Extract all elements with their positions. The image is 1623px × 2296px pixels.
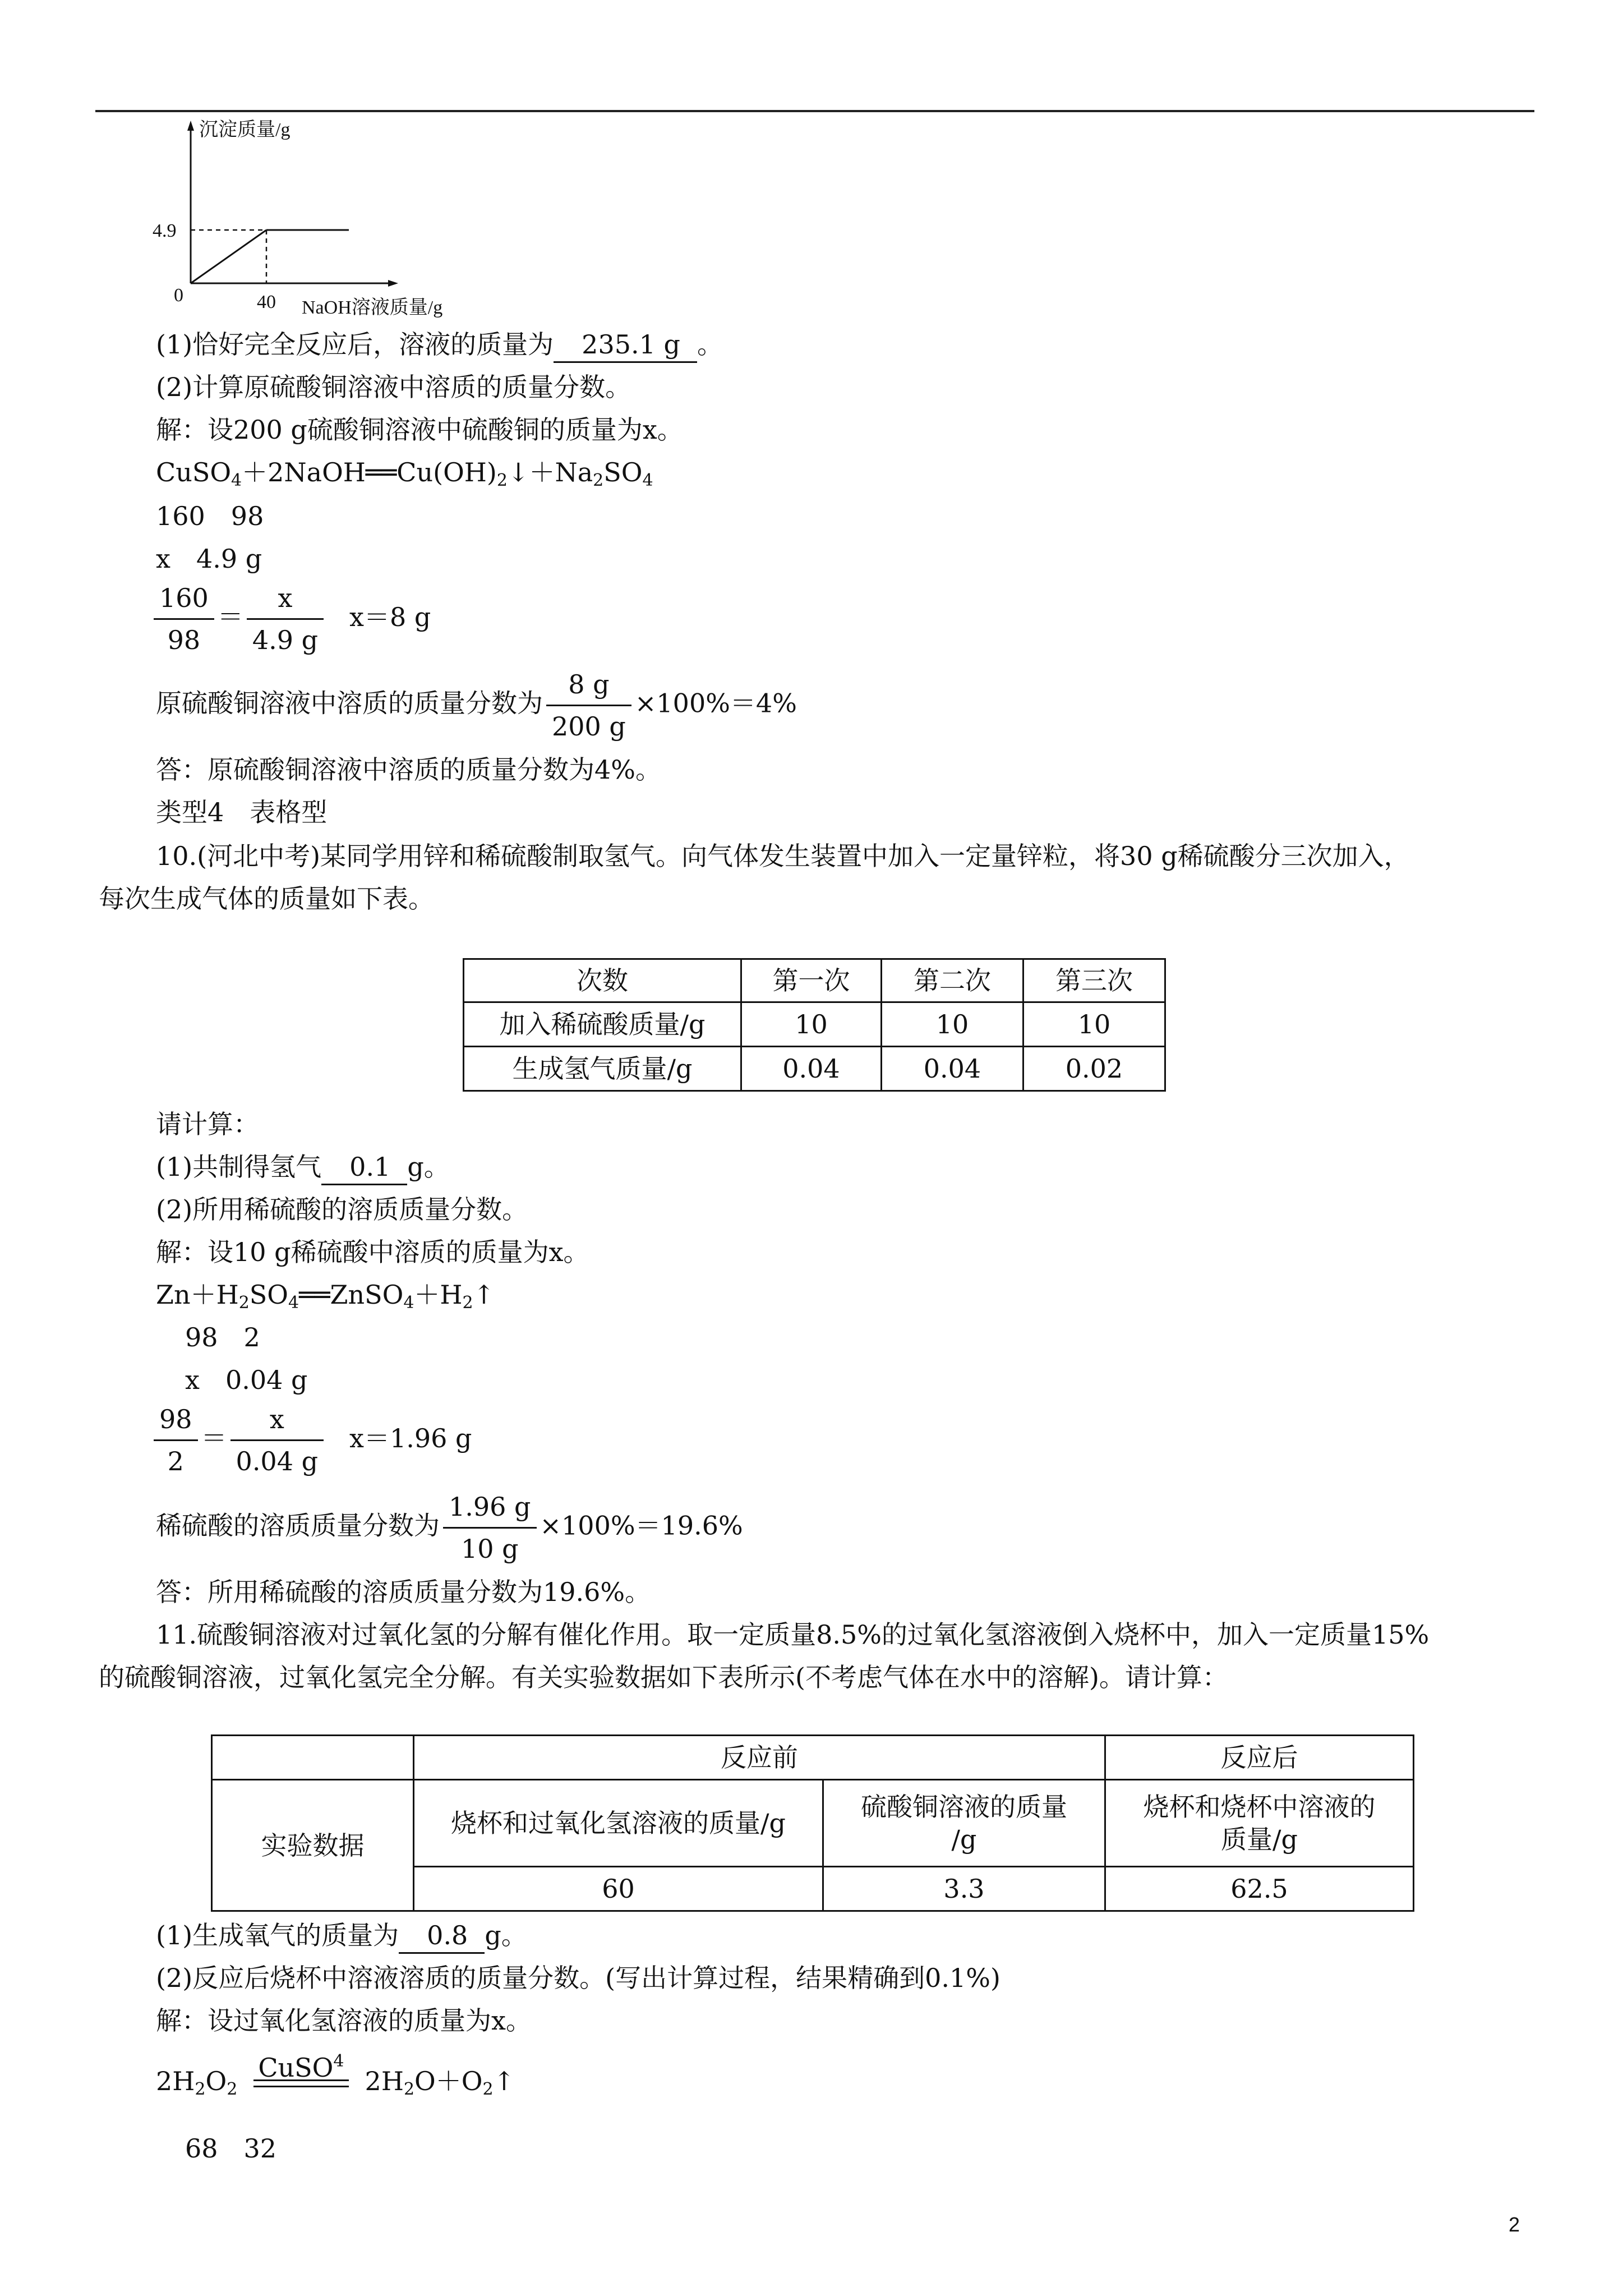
section-heading: 类型4 表格型 xyxy=(156,797,328,827)
table-row xyxy=(464,959,1165,1002)
q11-table xyxy=(211,1734,1414,1912)
table-cell: 10 xyxy=(1023,1002,1165,1047)
q11-part1-answer: 0.8 xyxy=(399,1918,485,1954)
q11-part1: (1)生成氧气的质量为 0.8 g。 xyxy=(156,1918,527,1954)
table-cell: 烧杯和过氧化氢溶液的质量/g xyxy=(414,1780,823,1867)
q11-solution-intro: 解：设过氧化氢溶液的质量为x。 xyxy=(156,2005,532,2036)
table-row xyxy=(464,1047,1165,1091)
q10-part2: (2)所用稀硫酸的溶质质量分数。 xyxy=(156,1194,528,1225)
table-cell: 62.5 xyxy=(1105,1867,1414,1911)
table-cell: 0.02 xyxy=(1023,1047,1165,1091)
q11-stem-line2: 的硫酸铜溶液，过氧化氢完全分解。有关实验数据如下表所示(不考虑气体在水中的溶解)。请计算： xyxy=(99,1662,1228,1692)
q11-part2: (2)反应后烧杯中溶液溶质的质量分数。(写出计算过程，结果精确到0.1%) xyxy=(156,1963,1000,1993)
q10-part1-answer: 0.1 xyxy=(321,1150,407,1185)
q9-solution-intro: 解：设200 g硫酸铜溶液中硫酸铜的质量为x。 xyxy=(156,415,683,445)
y-axis-arrow xyxy=(187,121,194,131)
x-axis-label: NaOH溶液质量/g xyxy=(302,297,443,318)
table-cell: 10 xyxy=(882,1002,1023,1047)
table-cell: 0.04 xyxy=(882,1047,1023,1091)
q10-stem-line1: 10.(河北中考)某同学用锌和稀硫酸制取氢气。向气体发生装置中加入一定量锌粒，将30 g稀硫酸分三次加入， xyxy=(156,841,1410,871)
q9-ratio-values: x 4.9 g xyxy=(156,544,262,574)
x-axis-arrow xyxy=(388,280,398,287)
table-cell: 硫酸铜溶液的质量 /g xyxy=(823,1780,1105,1867)
q9-percent-calc: 原硫酸铜溶液中溶质的质量分数为 $\frac{8 g}{200 g}$ ×100%＝4% xyxy=(156,668,797,743)
rising-line xyxy=(191,230,266,283)
q11-stem-line1: 11.硫酸铜溶液对过氧化氢的分解有催化作用。取一定质量8.5%的过氧化氢溶液倒入烧杯中，加入一定质量15% xyxy=(156,1619,1430,1650)
q10-table xyxy=(463,958,1166,1092)
q9-proportion: $\frac{160}{98}$ ＝ $\frac{x}{4.9 g}$ x＝8 g xyxy=(150,581,431,657)
q9-part1: (1)恰好完全反应后，溶液的质量为 235.1 g 。 xyxy=(156,328,723,363)
q10-ratio-masses: 98 2 xyxy=(185,1322,260,1352)
table-cell: 第一次 xyxy=(741,959,882,1002)
q9-part1-answer: 235.1 g xyxy=(554,328,697,363)
y-axis-label: 沉淀质量/g xyxy=(199,119,291,140)
q9-equation: $CuSO_4+2NaOH══Cu(OH)_2↓+Na_2SO_4$ xyxy=(156,457,653,490)
q10-proportion: $\frac{98}{2}$ ＝ $\frac{x}{0.04 g}$ x＝1.96 g xyxy=(150,1402,472,1478)
q10-solution-intro: 解：设10 g稀硫酸中溶质的质量为x。 xyxy=(156,1237,589,1267)
header-rule xyxy=(95,110,1534,112)
q10-stem-line2: 每次生成气体的质量如下表。 xyxy=(99,884,434,914)
catalyst-arrow xyxy=(253,2051,349,2087)
table-cell: 实验数据 xyxy=(212,1780,414,1911)
q10-percent-calc: 稀硫酸的溶质质量分数为 $\frac{1.96 g}{10 g}$ ×100%＝19.6% xyxy=(156,1490,743,1566)
table-cell: 60 xyxy=(414,1867,823,1911)
table-cell: 生成氢气质量/g xyxy=(464,1047,741,1091)
table-cell: 加入稀硫酸质量/g xyxy=(464,1002,741,1047)
q10-ask: 请计算： xyxy=(156,1109,259,1139)
page-number: 2 xyxy=(1509,2213,1520,2236)
q9-part2: (2)计算原硫酸铜溶液中溶质的质量分数。 xyxy=(156,372,631,402)
table-cell: 10 xyxy=(741,1002,882,1047)
table-cell: 次数 xyxy=(464,959,741,1002)
table-cell: 3.3 xyxy=(823,1867,1105,1911)
origin-label: 0 xyxy=(174,285,183,306)
table-cell: 第三次 xyxy=(1023,959,1165,1002)
table-cell: 第二次 xyxy=(882,959,1023,1002)
q9-ratio-masses: 160 98 xyxy=(156,501,264,531)
q10-ratio-values: x 0.04 g xyxy=(185,1365,308,1395)
x-tick-label: 40 xyxy=(257,292,276,312)
table-row xyxy=(464,1002,1165,1047)
table-cell: 0.04 xyxy=(741,1047,882,1091)
q10-answer: 答：所用稀硫酸的溶质质量分数为19.6%。 xyxy=(156,1577,651,1607)
y-tick-label: 4.9 xyxy=(153,220,177,241)
table-cell: 反应后 xyxy=(1105,1736,1414,1780)
q9-answer: 答：原硫酸铜溶液中溶质的质量分数为4%。 xyxy=(156,754,661,785)
catalyst-label: CuSO$^4$ xyxy=(258,2051,344,2083)
table-cell: 烧杯和烧杯中溶液的 质量/g xyxy=(1105,1780,1414,1867)
table-row xyxy=(212,1780,1414,1867)
table-cell xyxy=(212,1736,414,1780)
table-cell: 反应前 xyxy=(414,1736,1105,1780)
q10-equation: $Zn+H_2SO_4══ZnSO_4+H_2↑$ xyxy=(156,1280,495,1313)
q11-ratio-masses: 68 32 xyxy=(185,2133,277,2164)
q10-part1: (1)共制得氢气 0.1 g。 xyxy=(156,1150,450,1185)
table-row xyxy=(212,1736,1414,1780)
q11-equation: $2H_2O_2$ CuSO$^4$ $2H_2O+O_2↑$ xyxy=(156,2064,515,2106)
